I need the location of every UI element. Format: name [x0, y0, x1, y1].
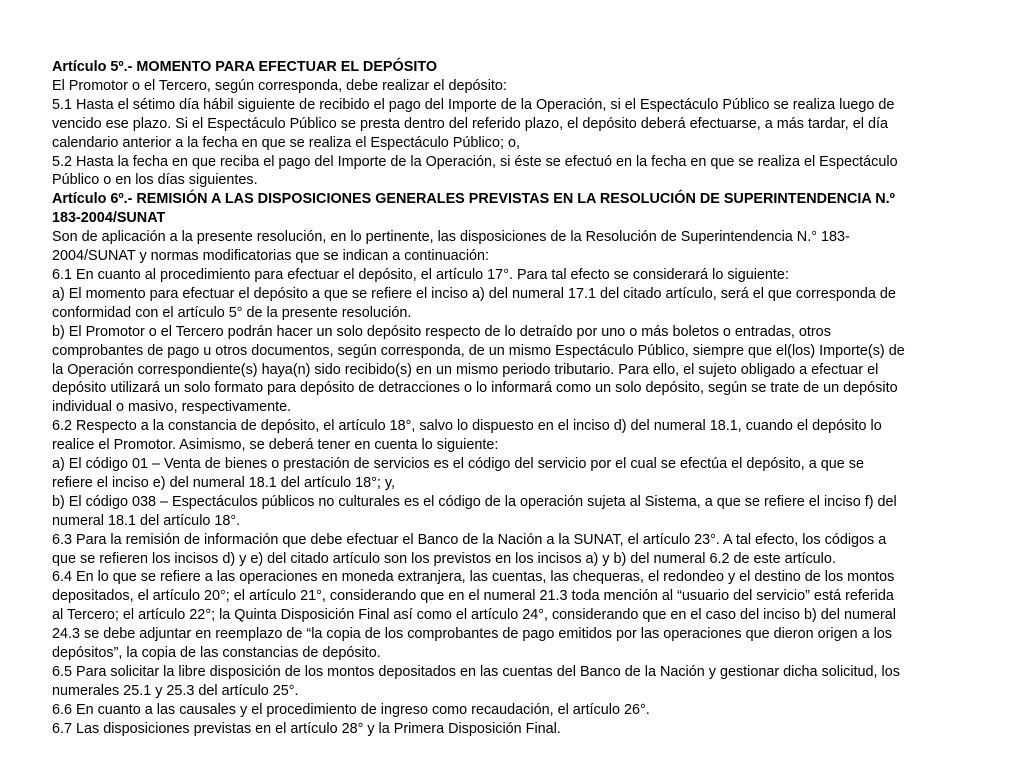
clause-6-3-line-2: que se refieren los incisos d) y e) del citado artículo son los previstos en los incisos a) y b) del numeral 6.2 de este artículo.: [52, 550, 836, 567]
clause-6-4-line-1: 6.4 En lo que se refiere a las operaciones en moneda extranjera, las cuentas, las chequeras, el redondeo y el destino de los montos: [52, 569, 895, 586]
clause-6-2-b-line-1: b) El código 038 – Espectáculos públicos no culturales es el código de la operación sujeta al Sistema, a que se refiere el inciso f) del: [52, 493, 897, 510]
article-6-heading-line-1: Artículo 6º.- REMISIÓN A LAS DISPOSICIONES GENERALES PREVISTAS EN LA RESOLUCIÓN DE SUPERINTENDENCIA N.º: [52, 191, 895, 208]
clause-6-2-a-line-1: a) El código 01 – Venta de bienes o prestación de servicios es el código del servicio por el cual se efectúa el depósito, a que se: [52, 456, 864, 473]
article-6-heading-line-2: 183-2004/SUNAT: [52, 210, 166, 227]
clause-6-5-line-2: numerales 25.1 y 25.3 del artículo 25°.: [52, 682, 299, 699]
clause-6-1-b-line-4: depósito utilizará un solo formato para depósito de detracciones o lo informará como un solo depósito, según se trate de un depósito: [52, 380, 898, 397]
clause-6-2-line-2: realice el Promotor. Asimismo, se deberá tener en cuenta lo siguiente:: [52, 437, 499, 454]
clause-6-1: 6.1 En cuanto al procedimiento para efectuar el depósito, el artículo 17°. Para tal efecto se considerará lo siguiente:: [52, 266, 789, 283]
clause-6-2-b-line-2: numeral 18.1 del artículo 18°.: [52, 512, 241, 529]
clause-6-2-line-1: 6.2 Respecto a la constancia de depósito, el artículo 18°, salvo lo dispuesto en el inciso d) del numeral 18.1, cuando el depósito lo: [52, 418, 882, 435]
clause-6-3-line-1: 6.3 Para la remisión de información que debe efectuar el Banco de la Nación a la SUNAT, el artículo 23°. A tal efecto, los códigos a: [52, 531, 887, 548]
clause-5-2-line-1: 5.2 Hasta la fecha en que reciba el pago del Importe de la Operación, si éste se efectuó en la fecha en que se realiza el Espectáculo: [52, 153, 898, 170]
clause-6-4-line-2: depositados, el artículo 20°; el artículo 21°, considerando que en el numeral 21.3 toda mención al “usuario del servicio” está referida: [52, 588, 894, 605]
article-6-intro-line-1: Son de aplicación a la presente resolución, en lo pertinente, las disposiciones de la Resolución de Superintendencia N.° 183-: [52, 229, 850, 246]
clause-6-4-line-5: depósitos”, la copia de las constancias de depósito.: [52, 645, 381, 662]
clause-6-1-b-line-1: b) El Promotor o el Tercero podrán hacer un solo depósito respecto de lo detraído por uno o más boletos o entradas, otros: [52, 323, 831, 340]
clause-6-1-b-line-3: la Operación correspondiente(s) haya(n) sido recibido(s) en un mismo periodo tributario. Para ello, el sujeto obligado a efectuar el: [52, 361, 879, 378]
clause-5-2-line-2: Público o en los días siguientes.: [52, 172, 258, 189]
clause-5-1-line-2: vencido ese plazo. Si el Espectáculo Público se presta dentro del referido plazo, el depósito deberá efectuarse, a más tardar, el día: [52, 115, 888, 132]
clause-6-2-a-line-2: refiere el inciso e) del numeral 18.1 del artículo 18°; y,: [52, 474, 396, 491]
clause-6-1-a-line-2: conformidad con el artículo 5° de la presente resolución.: [52, 304, 412, 321]
clause-5-1-line-1: 5.1 Hasta el sétimo día hábil siguiente de recibido el pago del Importe de la Operación, si el Espectáculo Público se realiza luego de: [52, 96, 895, 113]
clause-6-4-line-4: 24.3 se debe adjuntar en reemplazo de “la copia de los comprobantes de pago emitidos por las operaciones que dieron origen a los: [52, 626, 892, 643]
clause-6-1-b-line-5: individual o masivo, respectivamente.: [52, 399, 292, 416]
clause-6-6: 6.6 En cuanto a las causales y el procedimiento de ingreso como recaudación, el artículo 26°.: [52, 701, 650, 718]
clause-5-1-line-3: calendario anterior a la fecha en que se realiza el Espectáculo Público; o,: [52, 134, 520, 151]
clause-6-1-a-line-1: a) El momento para efectuar el depósito a que se refiere el inciso a) del numeral 17.1 del citado artículo, será el que corresponda de: [52, 285, 896, 302]
clause-6-4-line-3: al Tercero; el artículo 22°; la Quinta Disposición Final así como el artículo 24°, considerando que en el caso del inciso b) del numeral: [52, 607, 896, 624]
article-5-intro: El Promotor o el Tercero, según corresponda, debe realizar el depósito:: [52, 77, 507, 94]
document-page: [52, 58, 982, 739]
clause-6-5-line-1: 6.5 Para solicitar la libre disposición de los montos depositados en las cuentas del Banco de la Nación y gestionar dicha solicitud, los: [52, 664, 900, 680]
clause-6-1-b-line-2: comprobantes de pago u otros documentos, según corresponda, de un mismo Espectáculo Público, siempre que el(los) Importe(s) de: [52, 342, 905, 359]
clause-6-7: 6.7 Las disposiciones previstas en el artículo 28° y la Primera Disposición Final.: [52, 720, 561, 737]
article-6-intro-line-2: 2004/SUNAT y normas modificatorias que se indican a continuación:: [52, 248, 490, 265]
article-5-heading: Artículo 5º.- MOMENTO PARA EFECTUAR EL DEPÓSITO: [52, 59, 438, 75]
